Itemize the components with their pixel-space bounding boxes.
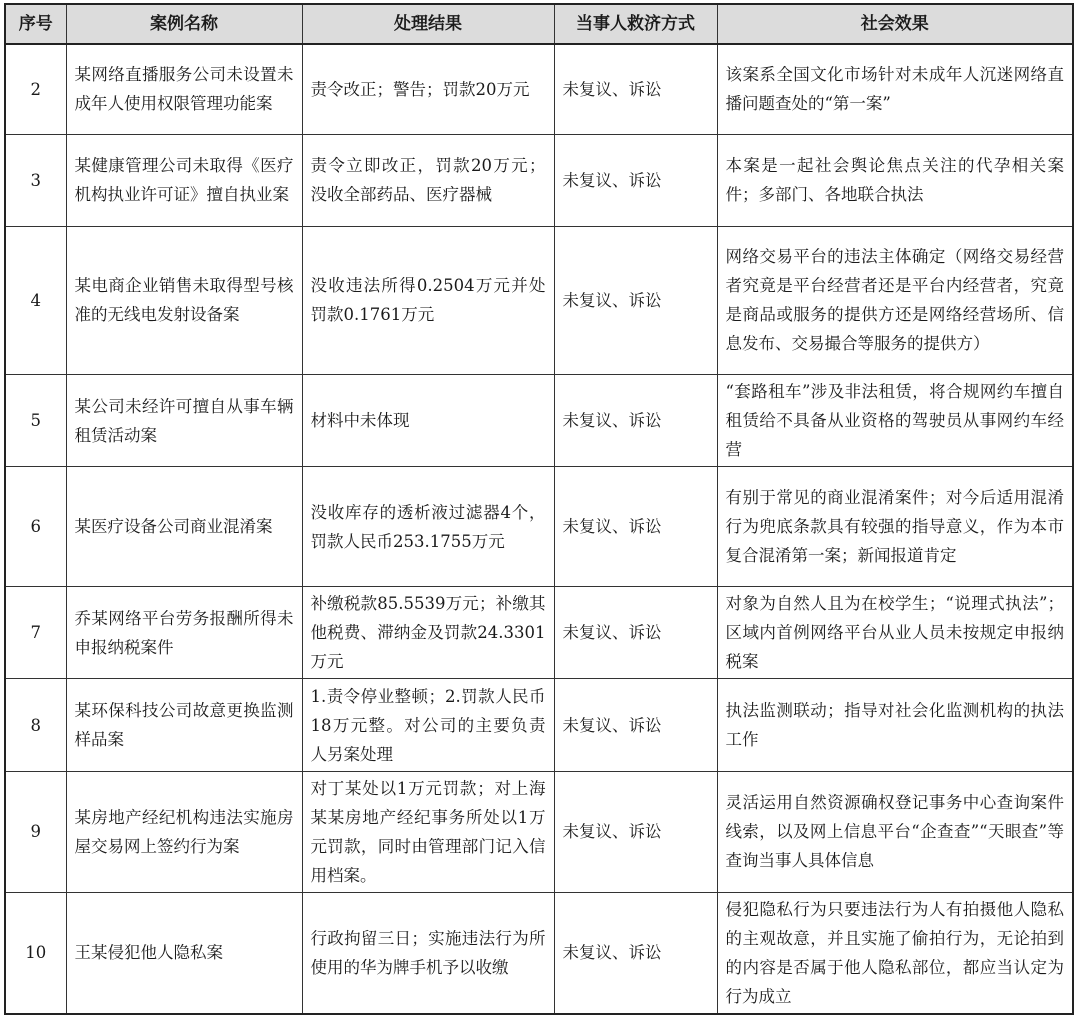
row-index: 10	[5, 892, 66, 1014]
row-remedy: 未复议、诉讼	[554, 892, 717, 1014]
row-remedy: 未复议、诉讼	[554, 44, 717, 134]
row-result: 对丁某处以1万元罚款；对上海某某房地产经纪事务所处以1万元罚款，同时由管理部门记入信用档案。	[302, 771, 554, 892]
row-effect: 执法监测联动；指导对社会化监测机构的执法工作	[717, 679, 1073, 771]
header-case-name: 案例名称	[66, 4, 302, 44]
row-effect: 有别于常见的商业混淆案件；对今后适用混淆行为兜底条款具有较强的指导意义，作为本市复合混淆第一案；新闻报道肯定	[717, 467, 1073, 587]
table-row	[5, 892, 1073, 1014]
header-result: 处理结果	[302, 4, 554, 44]
row-effect: 网络交易平台的违法主体确定（网络交易经营者究竟是平台经营者还是平台内经营者，究竟是商品或服务的提供方还是网络经营场所、信息发布、交易撮合等服务的提供方）	[717, 226, 1073, 374]
header-effect: 社会效果	[717, 4, 1073, 44]
row-remedy: 未复议、诉讼	[554, 771, 717, 892]
table-header-row	[5, 4, 1073, 44]
row-remedy: 未复议、诉讼	[554, 587, 717, 679]
row-index: 5	[5, 374, 66, 466]
table-row	[5, 134, 1073, 226]
row-effect: 灵活运用自然资源确权登记事务中心查询案件线索，以及网上信息平台“企查查”“天眼查”等查询当事人具体信息	[717, 771, 1073, 892]
row-result: 补缴税款85.5539万元；补缴其他税费、滞纳金及罚款24.3301万元	[302, 587, 554, 679]
row-remedy: 未复议、诉讼	[554, 374, 717, 466]
row-index: 8	[5, 679, 66, 771]
table-row	[5, 374, 1073, 466]
table-row	[5, 44, 1073, 134]
row-remedy: 未复议、诉讼	[554, 134, 717, 226]
table-row	[5, 679, 1073, 771]
header-remedy: 当事人救济方式	[554, 4, 717, 44]
row-result: 责令改正；警告；罚款20万元	[302, 44, 554, 134]
table-row	[5, 467, 1073, 587]
row-index: 7	[5, 587, 66, 679]
row-result: 材料中未体现	[302, 374, 554, 466]
row-effect: 本案是一起社会舆论焦点关注的代孕相关案件；多部门、各地联合执法	[717, 134, 1073, 226]
row-remedy: 未复议、诉讼	[554, 679, 717, 771]
row-result: 1.责令停业整顿；2.罚款人民币18万元整。对公司的主要负责人另案处理	[302, 679, 554, 771]
row-index: 6	[5, 467, 66, 587]
row-effect: 该案系全国文化市场针对未成年人沉迷网络直播问题查处的“第一案”	[717, 44, 1073, 134]
row-effect: “套路租车”涉及非法租赁，将合规网约车擅自租赁给不具备从业资格的驾驶员从事网约车经营	[717, 374, 1073, 466]
row-case-name: 乔某网络平台劳务报酬所得未申报纳税案件	[66, 587, 302, 679]
row-case-name: 某医疗设备公司商业混淆案	[66, 467, 302, 587]
row-index: 9	[5, 771, 66, 892]
row-index: 4	[5, 226, 66, 374]
row-index: 2	[5, 44, 66, 134]
row-result: 没收违法所得0.2504万元并处罚款0.1761万元	[302, 226, 554, 374]
row-case-name: 某环保科技公司故意更换监测样品案	[66, 679, 302, 771]
row-index: 3	[5, 134, 66, 226]
header-index: 序号	[5, 4, 66, 44]
row-result: 行政拘留三日；实施违法行为所使用的华为牌手机予以收缴	[302, 892, 554, 1014]
row-case-name: 某电商企业销售未取得型号核准的无线电发射设备案	[66, 226, 302, 374]
row-case-name: 某公司未经许可擅自从事车辆租赁活动案	[66, 374, 302, 466]
row-effect: 对象为自然人且为在校学生；“说理式执法”；区域内首例网络平台从业人员未按规定申报纳税案	[717, 587, 1073, 679]
table-row	[5, 226, 1073, 374]
row-remedy: 未复议、诉讼	[554, 226, 717, 374]
row-remedy: 未复议、诉讼	[554, 467, 717, 587]
row-case-name: 某房地产经纪机构违法实施房屋交易网上签约行为案	[66, 771, 302, 892]
row-case-name: 王某侵犯他人隐私案	[66, 892, 302, 1014]
row-case-name: 某健康管理公司未取得《医疗机构执业许可证》擅自执业案	[66, 134, 302, 226]
row-result: 没收库存的透析液过滤器4个，罚款人民币253.1755万元	[302, 467, 554, 587]
table-row	[5, 771, 1073, 892]
row-effect: 侵犯隐私行为只要违法行为人有拍摄他人隐私的主观故意，并且实施了偷拍行为，无论拍到的内容是否属于他人隐私部位，都应当认定为行为成立	[717, 892, 1073, 1014]
case-table	[4, 3, 1074, 1015]
row-result: 责令立即改正，罚款20万元；没收全部药品、医疗器械	[302, 134, 554, 226]
row-case-name: 某网络直播服务公司未设置未成年人使用权限管理功能案	[66, 44, 302, 134]
table-row	[5, 587, 1073, 679]
